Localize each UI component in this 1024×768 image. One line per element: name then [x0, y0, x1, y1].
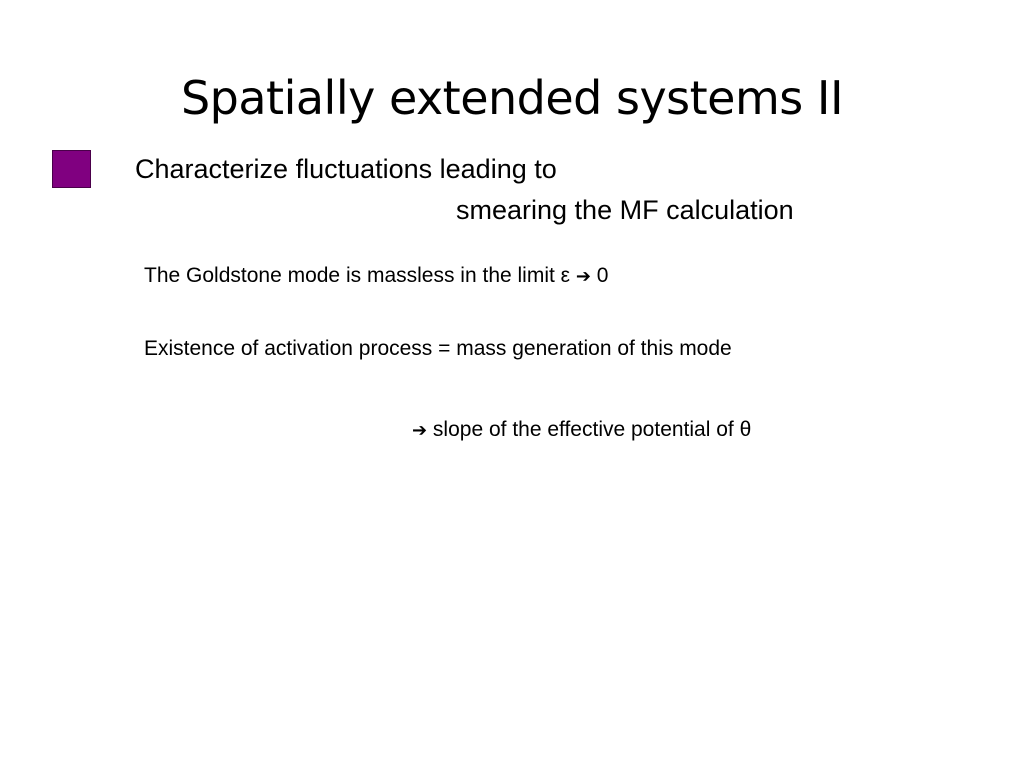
goldstone-text: The Goldstone mode is massless in the limit ε	[144, 264, 576, 287]
right-arrow-icon: ➔	[412, 420, 428, 441]
goldstone-statement	[144, 262, 608, 291]
heading-line-2: smearing the MF calculation	[456, 195, 794, 225]
slope-statement	[412, 416, 751, 445]
activation-statement: Existence of activation process = mass generation of this mode	[144, 337, 732, 360]
right-arrow-icon: ➔	[575, 266, 591, 287]
square-bullet-icon	[52, 150, 91, 188]
slope-text: slope of the effective potential of θ	[427, 418, 752, 441]
goldstone-limit-value: 0	[590, 264, 609, 287]
slide-title: Spatially extended systems II	[180, 71, 844, 125]
heading-line-1: Characterize fluctuations leading to	[135, 154, 557, 184]
